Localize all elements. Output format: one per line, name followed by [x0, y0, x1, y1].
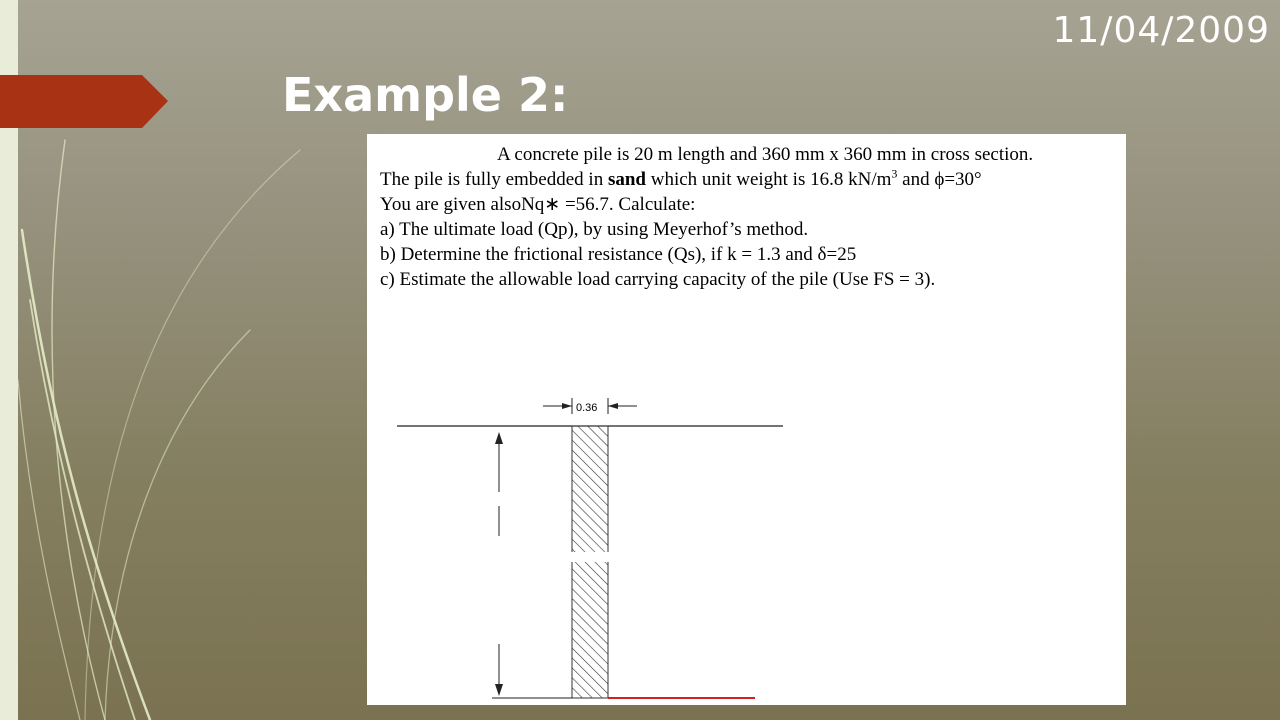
problem-statement	[380, 142, 1120, 292]
length-arrow-top	[495, 432, 503, 444]
line2-bold-sand: sand	[607, 169, 646, 190]
problem-item-b: b) Determine the frictional resistance (Qs), if k = 1.3 and δ=25	[380, 244, 857, 265]
problem-line-2	[380, 167, 1120, 192]
problem-line-3: You are given alsoNq∗ =56.7. Calculate:	[380, 194, 696, 215]
pile-upper	[572, 426, 608, 554]
title-arrow-tab	[0, 75, 168, 128]
length-arrow-bottom	[495, 684, 503, 696]
line2-superscript: 3	[891, 166, 898, 181]
pile-break	[570, 554, 610, 560]
slide-date: 11/04/2009	[1052, 10, 1270, 51]
slide-title: Example 2:	[282, 68, 569, 122]
pile-lower	[572, 560, 608, 698]
width-arrow-right	[608, 403, 618, 409]
problem-line-1: A concrete pile is 20 m length and 360 mm x 360 mm in cross section.	[497, 144, 1034, 165]
line2-text-b: which unit weight is 16.8 kN/m	[645, 169, 892, 190]
width-arrow-left	[562, 403, 572, 409]
line2-text-a: The pile is fully embedded in	[380, 169, 608, 190]
problem-image	[367, 134, 1126, 705]
problem-item-c: c) Estimate the allowable load carrying capacity of the pile (Use FS = 3).	[380, 269, 936, 290]
problem-item-a: a) The ultimate load (Qp), by using Meyerhof’s method.	[380, 219, 809, 240]
width-label: 0.36	[576, 402, 598, 414]
line2-text-c: and ϕ=30°	[897, 169, 982, 190]
pile-diagram	[367, 384, 1126, 705]
